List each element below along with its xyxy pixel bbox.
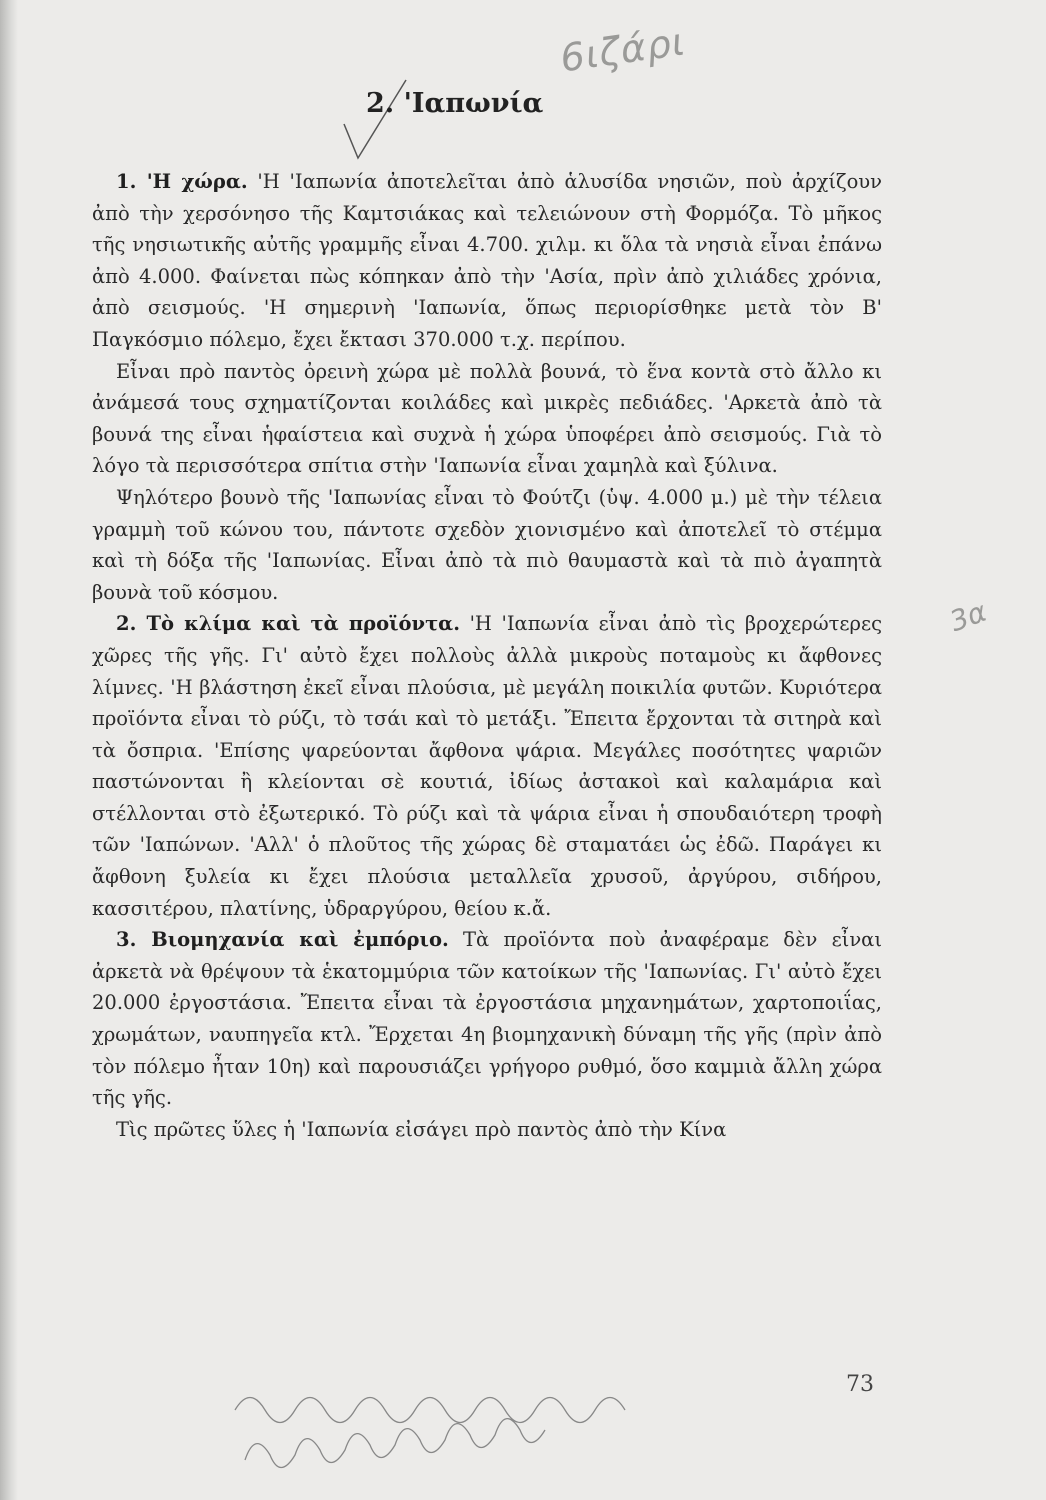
section-1-paragraph-1: [92, 166, 882, 356]
section-heading: 2. Τὸ κλίμα καὶ τὰ προϊόντα.: [116, 612, 460, 636]
section-heading: 1. 'Η χώρα.: [116, 170, 248, 193]
section-2-paragraph-1: [92, 608, 882, 924]
handwritten-note-margin: 3α: [945, 594, 991, 639]
paragraph-text: 'Η 'Ιαπωνία ἀποτελεῖται ἀπὸ ἁλυσίδα νησιῶν, ποὺ ἀρχίζουν ἀπὸ τὴν χερσόνησο τῆς Καμτσιάκας καὶ τελειώνουν στὴ Φορμόζα. Τὸ μῆκος τῆς νησιωτικῆς αὐτῆς γραμμῆς εἶναι 4.700. χιλμ. κι ὅλα τὰ νησιὰ εἶναι ἐπάνω ἀπὸ 4.000. Φαίνεται πὼς κόπηκαν ἀπὸ τὴν 'Ασία, πρὶν ἀπὸ χιλιάδες χρόνια, ἀπὸ σεισμούς. 'Η σημερινὴ 'Ιαπωνία, ὅπως περιορίσθηκε μετὰ τὸν Β' Παγκόσμιο πόλεμο, ἔχει ἔκτασι 370.000 τ.χ. περίπου.: [92, 170, 883, 351]
section-heading: 3. Βιομηχανία καὶ ἐμπόριο.: [116, 928, 449, 952]
page-binding-shadow: [0, 0, 18, 1500]
body-text: [92, 166, 882, 1145]
pencil-scribble: [225, 1370, 655, 1500]
paragraph-text: Τὰ προϊόντα ποὺ ἀναφέραμε δὲν εἶναι ἀρκετὰ νὰ θρέψουν τὰ ἑκατομμύρια τῶν κατοίκων τῆς 'Ιαπωνίας. Γι' αὐτὸ ἔχει 20.000 ἐργοστάσια. Ἔπειτα εἶναι τὰ ἐργοστάσια μηχανημάτων, χαρτοποιΐας, χρωμάτων, ναυπηγεῖα κτλ. Ἔρχεται 4η βιομηχανικὴ δύναμη τῆς γῆς (πρὶν ἀπὸ τὸν πόλεμο ἦταν 10η) καὶ παρουσιάζει γρήγορο ρυθμό, ὅσο καμμιὰ ἄλλη χώρα τῆς γῆς.: [92, 928, 882, 1110]
section-1-paragraph-2: Εἶναι πρὸ παντὸς ὀρεινὴ χώρα μὲ πολλὰ βουνά, τὸ ἕνα κοντὰ στὸ ἄλλο κι ἀνάμεσά τους σχηματίζονται κοιλάδες καὶ μικρὲς πεδιάδες. 'Αρκετὰ ἀπὸ τὰ βουνά της εἶναι ἡφαίστεια καὶ συχνὰ ἡ χώρα ὑποφέρει ἀπὸ σεισμούς. Γιὰ τὸ λόγο τὰ περισσότερα σπίτια στὴν 'Ιαπωνία εἶναι χαμηλὰ καὶ ξύλινα.: [92, 359, 882, 478]
page-number: 73: [846, 1372, 874, 1397]
section-3-paragraph-1: [92, 924, 882, 1114]
section-3-paragraph-2: Τὶς πρῶτες ὕλες ἡ 'Ιαπωνία εἰσάγει πρὸ παντὸς ἀπὸ τὴν Κίνα: [116, 1117, 727, 1141]
handwritten-note-top: 6ιζάρι: [557, 19, 689, 81]
paragraph-text: 'Η 'Ιαπωνία εἶναι ἀπὸ τὶς βροχερώτερες χῶρες τῆς γῆς. Γι' αὐτὸ ἔχει πολλοὺς ἀλλὰ μικροὺς ποταμοὺς κι ἄφθονες λίμνες. 'Η βλάστηση ἐκεῖ εἶναι πλούσια, μὲ μεγάλη ποικιλία φυτῶν. Κυριότερα προϊόντα εἶναι τὸ ρύζι, τὸ τσάι καὶ τὸ μετάξι. Ἔπειτα ἔρχονται τὰ σιτηρὰ καὶ τὰ ὄσπρια. 'Επίσης ψαρεύονται ἄφθονα ψάρια. Μεγάλες ποσότητες ψαριῶν παστώνονται ἢ κλείονται σὲ κουτιά, ἰδίως ἀστακοὶ καὶ καλαμάρια καὶ στέλλονται στὸ ἐξωτερικό. Τὸ ρύζι καὶ τὰ ψάρια εἶναι ἡ σπουδαιότερη τροφὴ τῶν 'Ιαπώνων. 'Αλλ' ὁ πλοῦτος τῆς χώρας δὲ σταματάει ὡς ἐδῶ. Παράγει κι ἄφθονη ξυλεία κι ἔχει πλούσια μεταλλεῖα χρυσοῦ, ἀργύρου, σιδήρου, κασσιτέρου, πλατίνης, ὑδραργύρου, θείου κ.ἄ.: [92, 612, 883, 920]
chapter-title: 2. 'Ιαπωνία: [366, 88, 544, 119]
section-1-paragraph-3: Ψηλότερο βουνὸ τῆς 'Ιαπωνίας εἶναι τὸ Φούτζι (ὑψ. 4.000 μ.) μὲ τὴν τέλεια γραμμὴ τοῦ κώνου του, πάντοτε σχεδὸν χιονισμένο καὶ ἀποτελεῖ τὸ στέμμα καὶ τὴ δόξα τῆς 'Ιαπωνίας. Εἶναι ἀπὸ τὰ πιὸ θαυμαστὰ καὶ τὰ πιὸ ἀγαπητὰ βουνὰ τοῦ κόσμου.: [92, 485, 882, 604]
